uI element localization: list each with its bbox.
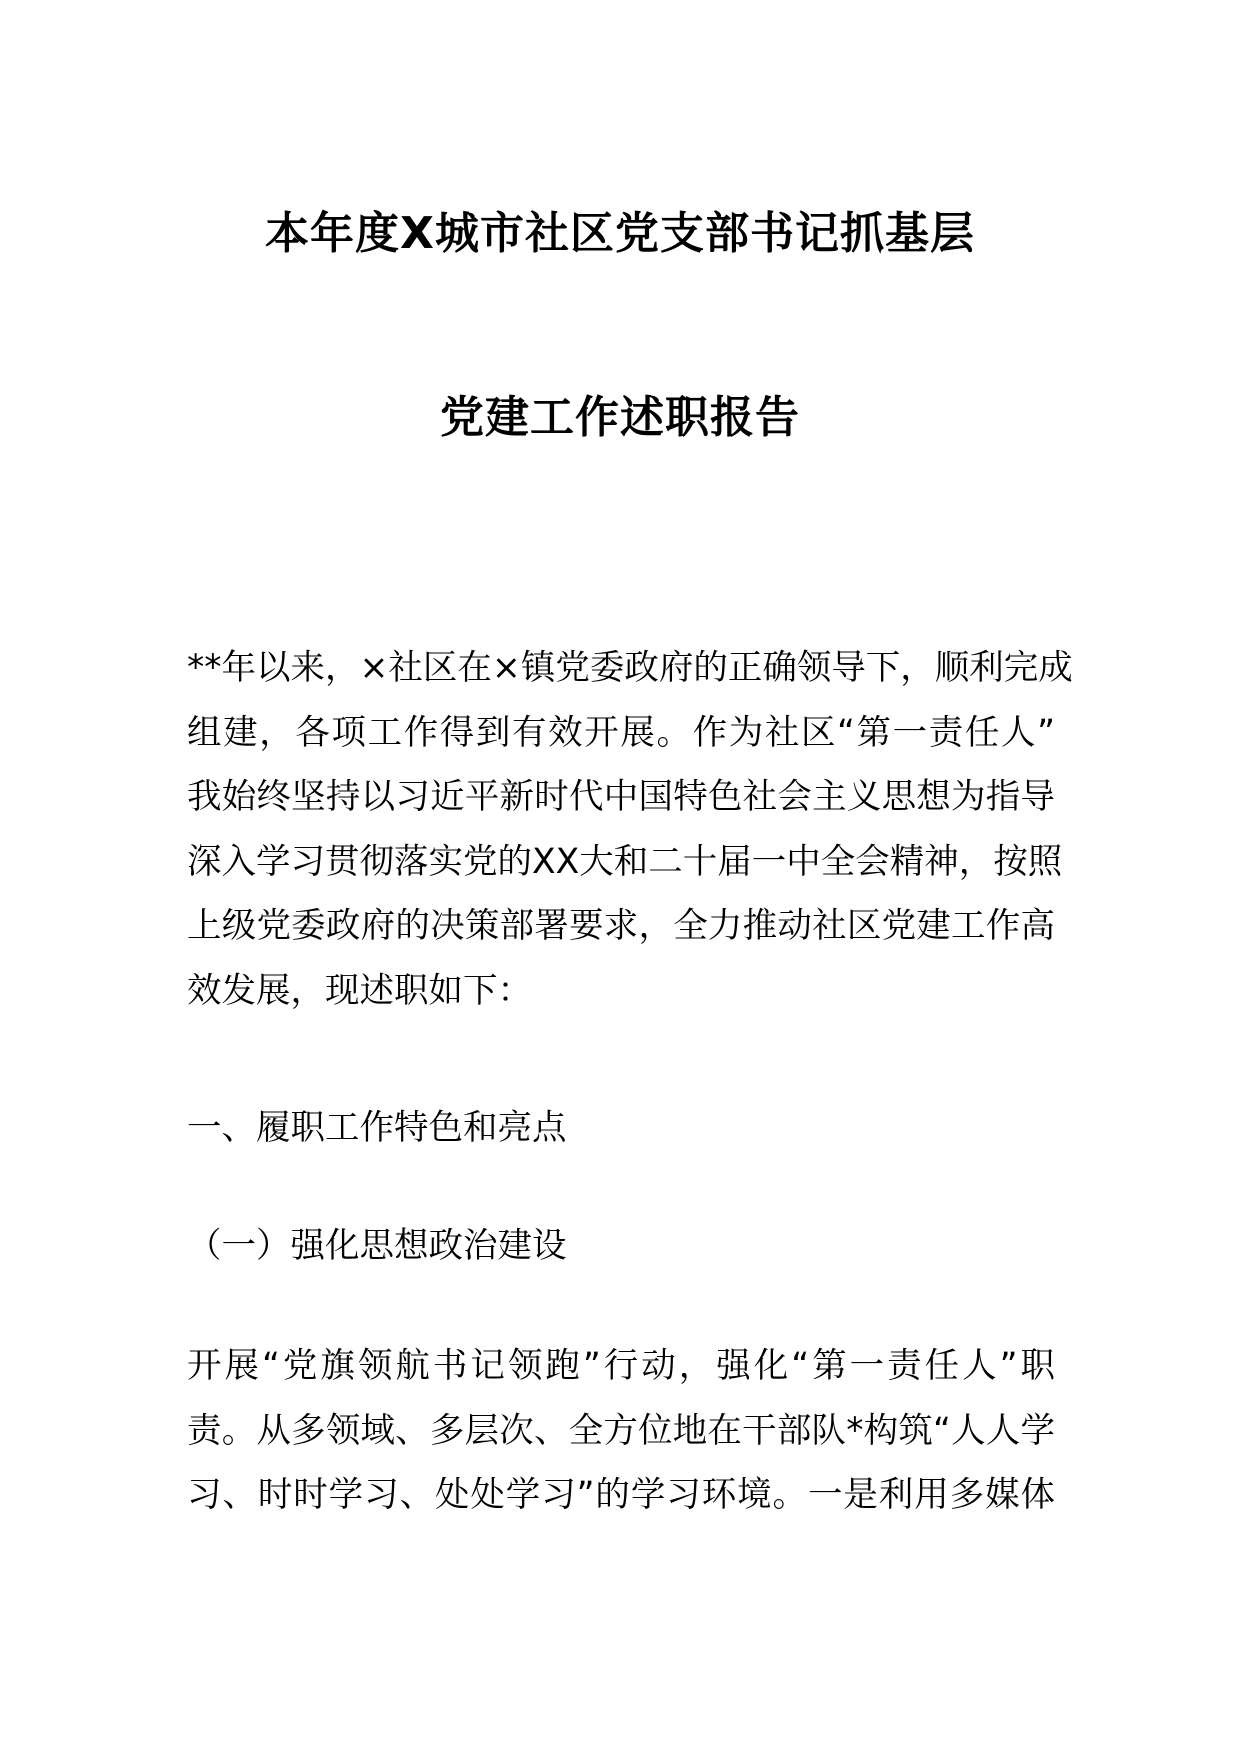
- section-heading: 一、履职工作特色和亮点: [187, 1108, 567, 1148]
- document-title-line-2: 党建工作述职报告: [440, 392, 800, 443]
- intro-paragraph: [187, 636, 1073, 1023]
- intro-line: 上级党委政府的决策部署要求，全力推动社区党建工作高: [187, 906, 1055, 946]
- intro-line: 我始终坚持以习近平新时代中国特色社会主义思想为指导: [187, 777, 1055, 817]
- intro-line: 组建，各项工作得到有效开展。作为社区“第一责任人”: [187, 712, 1055, 753]
- subsection-heading: （一）强化思想政治建设: [187, 1226, 567, 1266]
- document-title-line-1: 本年度X城市社区党支部书记抓基层: [265, 208, 975, 259]
- body-line: 开展“党旗领航书记领跑”行动，强化“第一责任人”职: [187, 1346, 1055, 1386]
- intro-line: 深入学习贯彻落实党的XX大和二十届一中全会精神，按照: [187, 841, 1063, 882]
- intro-line: **年以来，×社区在×镇党委政府的正确领导下，顺利完成: [187, 648, 1073, 688]
- intro-line: 效发展，现述职如下：: [187, 970, 532, 1011]
- body-line: 习、时时学习、处处学习”的学习环境。一是利用多媒体: [187, 1475, 1055, 1515]
- body-line: 责。从多领域、多层次、全方位地在干部队*构筑“人人学: [187, 1410, 1055, 1451]
- body-paragraph: [187, 1334, 1055, 1528]
